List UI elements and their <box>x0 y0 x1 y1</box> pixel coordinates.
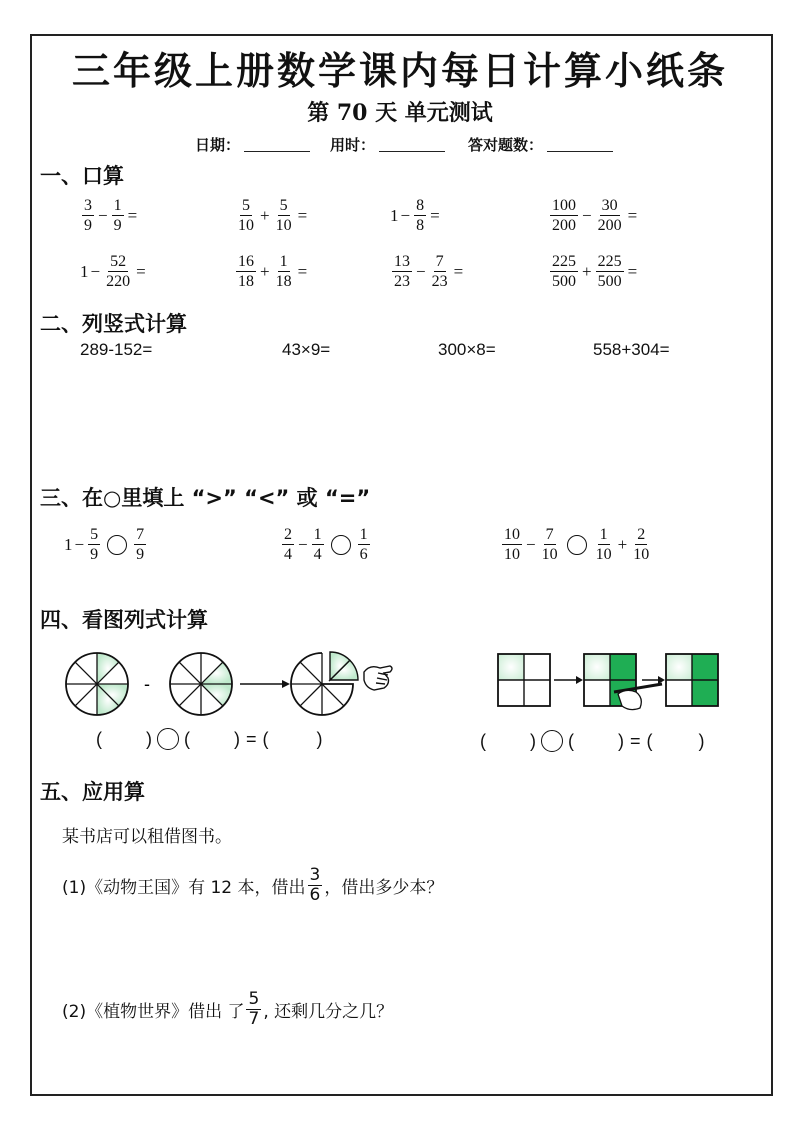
compare-item-2: $\frac{2}{4}$ − $\frac{1}{4}$ $\frac{1}{6}$ <box>284 526 368 563</box>
fraction: $\frac{1}{9}$ <box>113 197 122 234</box>
circle-fraction-diagram <box>60 644 400 724</box>
date-field[interactable] <box>195 134 310 155</box>
section-oral-heading: 一、口算 <box>40 164 124 188</box>
answer-circle-left[interactable] <box>157 728 179 750</box>
correct-field[interactable] <box>468 134 613 155</box>
vertical-item-1: 289-152= <box>80 340 153 359</box>
circle-3 <box>291 652 358 715</box>
compare-circle-2[interactable] <box>331 535 351 555</box>
compare-circle-3[interactable] <box>567 535 587 555</box>
answer-row-left: ( ) ( ) = ( ) <box>96 728 323 749</box>
section-vertical-heading: 二、列竖式计算 <box>40 312 187 336</box>
page-title: 三年级上册数学课内每日计算小纸条 <box>71 49 728 93</box>
oral-item-3: 1 − $\frac{8}{8}$ = <box>390 197 440 234</box>
compare-item-1: 1 − $\frac{5}{9}$ $\frac{7}{9}$ <box>64 526 145 563</box>
page-border <box>30 34 773 1096</box>
hand-icon <box>364 666 392 690</box>
time-blank[interactable] <box>379 137 445 152</box>
grid-3 <box>666 654 718 706</box>
grid-fraction-diagram <box>494 648 724 718</box>
page-subtitle: 第 70 天 单元测试 <box>307 100 493 126</box>
section-compare-heading: 三、在○里填上 “>” “<” 或 “=” <box>40 486 371 510</box>
date-blank[interactable] <box>244 137 310 152</box>
time-label: 用时： <box>330 136 376 154</box>
oral-item-1: $\frac{3}{9}$ − $\frac{1}{9}$ = <box>84 197 138 234</box>
answer-circle-right[interactable] <box>541 730 563 752</box>
compare-circle-1[interactable] <box>107 535 127 555</box>
oral-item-5: 1 − $\frac{52}{220}$ = <box>80 253 146 290</box>
correct-label: 答对题数： <box>468 136 544 154</box>
correct-blank[interactable] <box>547 137 613 152</box>
time-field[interactable] <box>330 134 445 155</box>
date-label: 日期： <box>195 136 241 154</box>
circle-1 <box>66 653 128 715</box>
fraction: $\frac{3}{9}$ <box>84 197 92 234</box>
oral-item-4: $\frac{100}{200}$ − $\frac{30}{200}$ = <box>552 197 638 234</box>
oral-item-2: $\frac{5}{10}$ + $\frac{5}{10}$ = <box>238 197 308 234</box>
vertical-item-2: 43×9= <box>282 340 331 359</box>
word-question-1: (1)《动物王国》有 12 本，借出 $\frac{3}{6}$ ，借出多少本？ <box>62 865 444 905</box>
vertical-item-4: 558+304= <box>593 340 670 359</box>
word-question-2: (2)《植物世界》借出 了 $\frac{5}{7}$ , 还剩几分之几？ <box>62 989 394 1029</box>
oral-item-8: $\frac{225}{500}$ + $\frac{225}{500}$ = <box>552 253 638 290</box>
compare-item-3: $\frac{10}{10}$ − $\frac{7}{10}$ $\frac{1}{10}$ + $\frac{2}{10}$ <box>504 526 650 563</box>
answer-row-right: ( ) ( ) = ( ) <box>480 730 705 751</box>
section-picture-heading: 四、看图列式计算 <box>40 608 208 632</box>
word-intro: 某书店可以租借图书。 <box>62 827 232 847</box>
grid-1 <box>498 654 550 706</box>
oral-item-6: $\frac{16}{18}$ + $\frac{1}{18}$ = <box>238 253 308 290</box>
section-word-heading: 五、应用算 <box>40 780 145 804</box>
circle-2 <box>170 653 232 715</box>
vertical-item-3: 300×8= <box>438 340 496 359</box>
oral-item-7: $\frac{13}{23}$ − $\frac{7}{23}$ = <box>394 253 464 290</box>
minus-sign: - <box>144 674 150 694</box>
